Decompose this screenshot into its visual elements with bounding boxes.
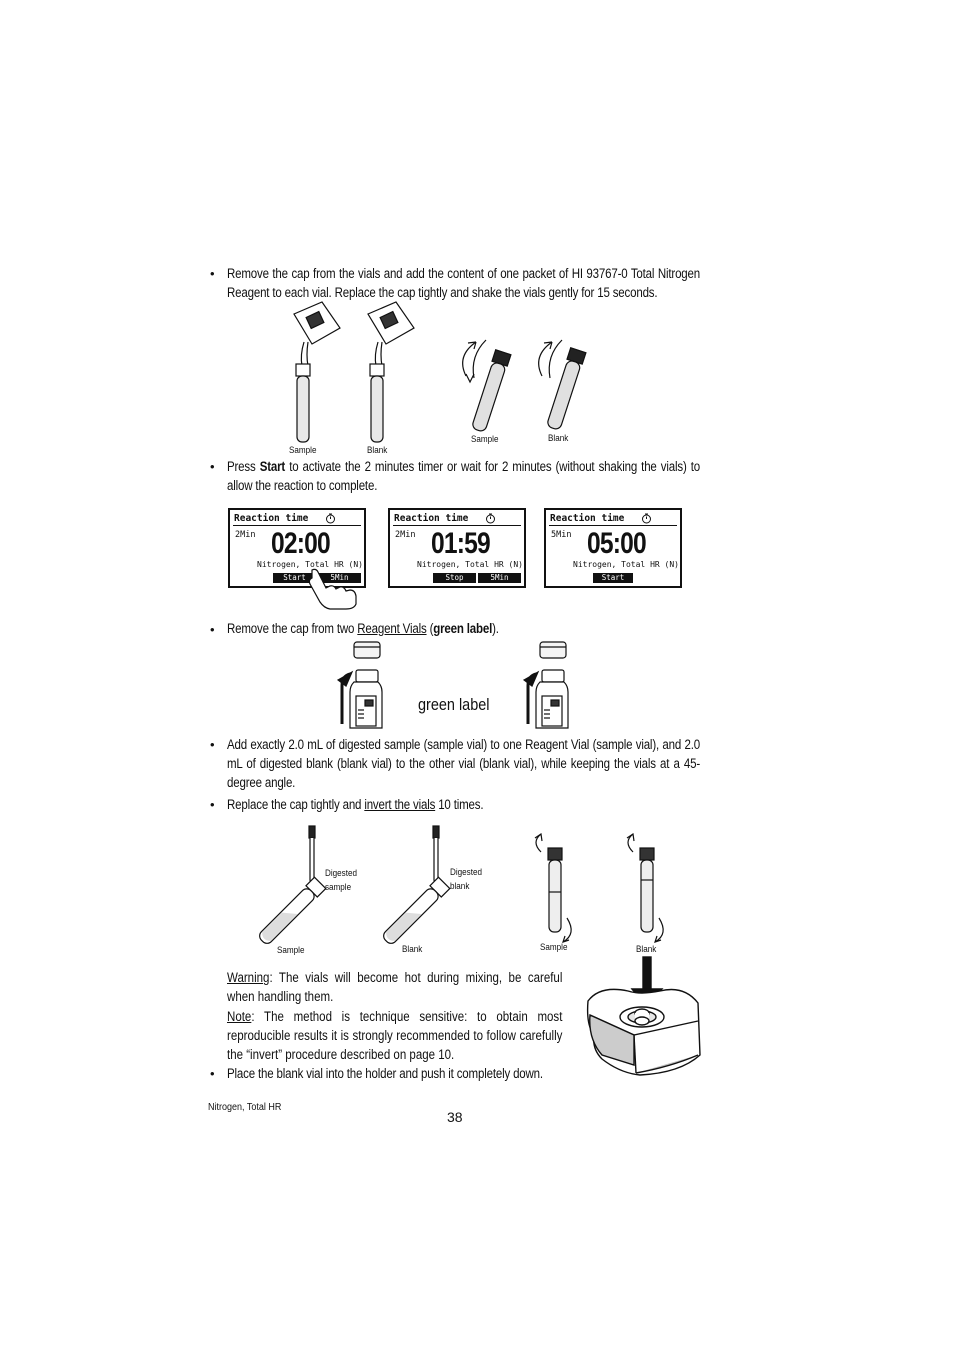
screen-title: Reaction time: [394, 513, 469, 524]
start-softkey[interactable]: Start: [273, 573, 316, 583]
vial-icon: [296, 364, 310, 442]
meter-holder-figure: [580, 955, 706, 1081]
bullet: •: [210, 737, 215, 752]
digested-blank-label: Digested: [450, 867, 482, 877]
reagent-packet-icon: [368, 302, 414, 366]
timer-icon: [325, 513, 336, 524]
vial-cap-icon: [540, 642, 566, 658]
digested-sample-label: sample: [325, 882, 352, 892]
reagent-vial-icon: [536, 670, 568, 728]
start-keyword: Start: [259, 459, 286, 474]
note-text: Note: The method is technique sensitive: to obtain most reproducible results it is strongly recommended to follow carefully the “invert” procedure described on page 10.: [227, 1009, 563, 1062]
blank-label: Blank: [402, 944, 423, 954]
invert-vials-link: invert the vials: [364, 797, 436, 812]
time-range: 2Min: [235, 530, 256, 540]
screen-title: Reaction time: [550, 513, 625, 524]
lcd-screen: [388, 508, 526, 588]
reagent-vial-uncap-figure: [330, 640, 580, 732]
timer-icon: [641, 513, 652, 524]
step3-text: Remove the cap from two Reagent Vials (green label).: [227, 621, 499, 636]
bullet: •: [210, 1066, 215, 1081]
shaking-vial-icon: [470, 350, 511, 433]
green-label-caption: green label: [418, 695, 490, 714]
step4-text: Add exactly 2.0 mL of digested sample (sample vial) to one Reagent Vial (sample vial), and 2.0 mL of digested blank (blank vial) to the other vial (blank vial), while keeping the vials at a 45-degree angle.: [227, 737, 700, 790]
parameter-name: Nitrogen, Total HR (N): [417, 560, 523, 569]
time-range: 2Min: [395, 530, 416, 540]
lcd-screen: [544, 508, 682, 588]
bullet: •: [210, 797, 215, 812]
step1-text: Remove the cap from the vials and add the content of one packet of HI 93767-0 Total Nitrogen Reagent to each vial. Replace the cap tightly and shake the vials gently for 15 seconds.: [227, 266, 700, 300]
vial-icon: [370, 364, 384, 442]
sample-label: Sample: [289, 445, 317, 455]
page-number: 38: [447, 1109, 463, 1125]
blank-label: Blank: [367, 445, 388, 455]
timer-display: 02:00: [271, 527, 330, 560]
pressing-hand-icon: [300, 568, 360, 610]
step2-text: Press Start to activate the 2 minutes timer or wait for 2 minutes (without shaking the vials) to allow the reaction to complete.: [227, 459, 700, 493]
5min-softkey[interactable]: 5Min: [318, 573, 361, 583]
timer-icon: [485, 513, 496, 524]
timer-display: 05:00: [587, 527, 646, 560]
blank-label: Blank: [548, 433, 569, 443]
stop-softkey[interactable]: Stop: [433, 573, 476, 583]
tilted-vial-icon: [380, 877, 449, 946]
sample-label: Sample: [540, 942, 568, 952]
sample-label: Sample: [471, 434, 499, 444]
bullet: •: [210, 266, 215, 281]
shaking-vial-icon: [545, 348, 586, 431]
reagent-vial-icon: [350, 670, 382, 728]
reagent-packet-icon: [294, 302, 340, 366]
warning-text: Warning: The vials will become hot during mixing, be careful when handling them.: [227, 970, 563, 1004]
footer-section: Nitrogen, Total HR: [208, 1102, 282, 1113]
timer-display: 01:59: [431, 527, 490, 560]
bullet: •: [210, 622, 215, 637]
5min-softkey[interactable]: 5Min: [478, 573, 521, 583]
digested-blank-label: blank: [450, 881, 470, 891]
start-softkey[interactable]: Start: [593, 573, 633, 583]
digested-sample-label: Digested: [325, 868, 357, 878]
inverting-vial-icon: [640, 848, 654, 932]
bullet: •: [210, 459, 215, 474]
tilted-vial-icon: [256, 877, 325, 946]
reagent-vials-link: Reagent Vials: [357, 621, 427, 636]
step6-text: Place the blank vial into the holder and push it completely down.: [227, 1066, 543, 1081]
inverting-vial-icon: [548, 848, 562, 932]
parameter-name: Nitrogen, Total HR (N): [573, 560, 679, 569]
sample-label: Sample: [277, 945, 305, 955]
time-range: 5Min: [551, 530, 572, 540]
blank-label: Blank: [636, 944, 657, 954]
vial-cap-icon: [354, 642, 380, 658]
screen-title: Reaction time: [234, 513, 309, 524]
step5-text: Replace the cap tightly and invert the vials 10 times.: [227, 797, 484, 812]
parameter-name: Nitrogen, Total HR (N): [257, 560, 363, 569]
